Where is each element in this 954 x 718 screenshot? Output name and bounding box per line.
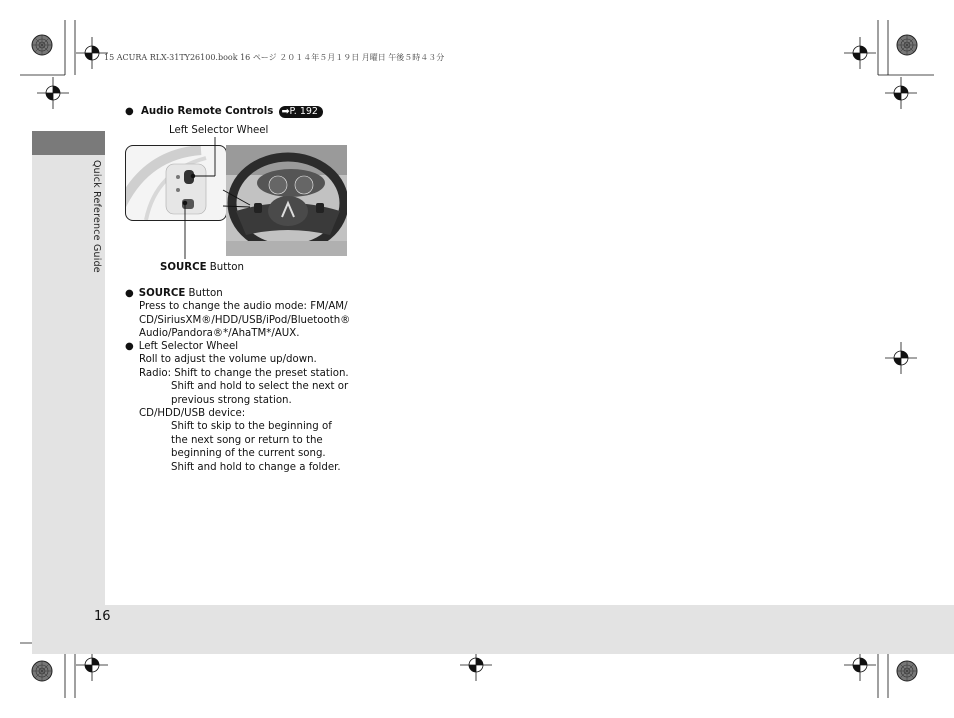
item-left-selector-wheel: ● Left Selector Wheel Roll to adjust the volume up/down. Radio: Shift to change the preset station. Shift and hold to select the next or previous strong station. CD/HDD/USB device: Shift to skip to the beginning of the next song or return to the beginning of the current song. Shift and hold to change a folder. xyxy=(125,341,349,473)
item-line: Audio/Pandora®*/AhaTM*/AUX. xyxy=(139,328,300,340)
print-file-meta: 15 ACURA RLX-31TY26100.book 16 ページ ２０１４年５月１９日 月曜日 午後５時４３分 xyxy=(104,53,445,62)
figure-label-selector-wheel: Left Selector Wheel xyxy=(169,125,269,136)
page-reference-label: P. 192 xyxy=(289,106,318,117)
section-title: Audio Remote Controls xyxy=(140,106,274,117)
item-line: previous strong station. xyxy=(171,394,292,406)
item-line: CD/HDD/USB device: xyxy=(139,408,246,420)
item-line: Radio: Shift to change the preset station. xyxy=(139,367,349,379)
section-label: Quick Reference Guide xyxy=(91,160,102,273)
item-line: Shift to skip to the beginning of xyxy=(171,421,332,433)
item-line: Shift and hold to change a folder. xyxy=(171,461,341,473)
arrow-right-icon: ➡ xyxy=(281,106,290,117)
item-line: Roll to adjust the volume up/down. xyxy=(139,354,317,366)
item-line: CD/SiriusXM®/HDD/USB/iPod/Bluetooth® xyxy=(139,314,351,326)
item-line: Shift and hold to select the next or xyxy=(171,381,349,393)
title-bullet: ● xyxy=(125,106,134,117)
figure-label-source-button: SOURCE Button xyxy=(160,262,244,273)
page-number: 16 xyxy=(94,609,111,624)
item-line: the next song or return to the xyxy=(171,434,323,446)
item-source-button: ● SOURCE Button Press to change the audio mode: FM/AM/ CD/SiriusXM®/HDD/USB/iPod/Bluetooth® Audio/Pandora®*/AhaTM*/AUX. xyxy=(125,288,351,340)
item-line: Press to change the audio mode: FM/AM/ xyxy=(139,301,348,313)
item-line: beginning of the current song. xyxy=(171,448,326,460)
